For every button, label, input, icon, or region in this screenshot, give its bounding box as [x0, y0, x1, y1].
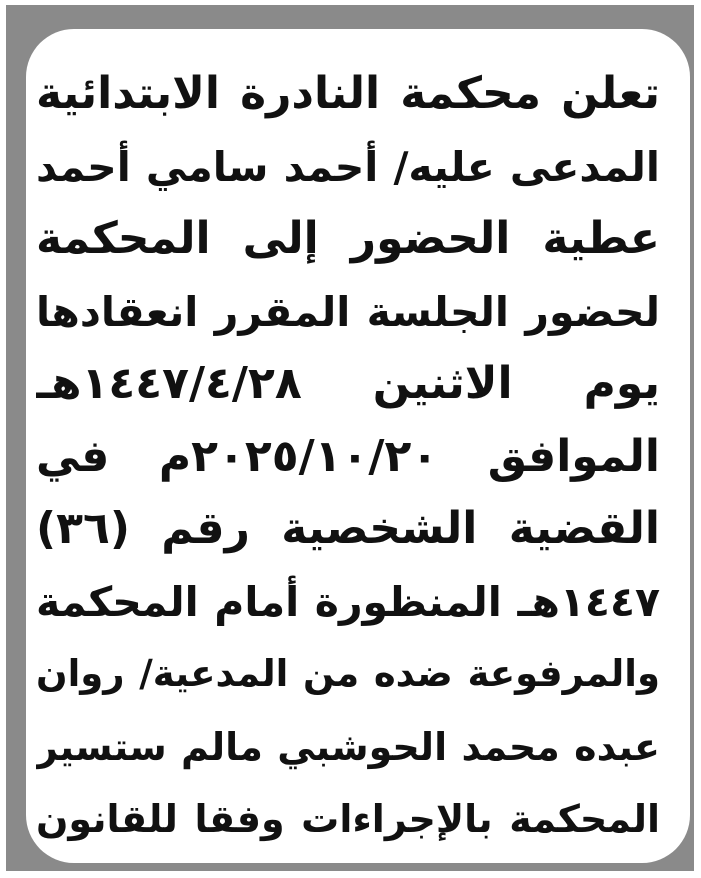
notice-line-11: المحكمة بالإجراءات وفقا للقانون: [36, 797, 660, 841]
notice-line-4: لحضور الجلسة المقرر انعقادها: [36, 287, 660, 336]
notice-line-8: ١٤٤٧هـ المنظورة أمام المحكمة: [36, 577, 660, 626]
notice-text: [36, 58, 660, 856]
notice-line-3: عطية الحضور إلى المحكمة: [36, 213, 660, 264]
notice-line-1: تعلن محكمة النادرة الابتدائية: [36, 68, 660, 119]
notice-line-5: يوم الاثنين ١٤٤٧/٤/٢٨هـ: [36, 358, 660, 409]
notice-line-10: عبده محمد الحوشبي مالم ستسير: [36, 724, 660, 769]
notice-line-6: الموافق ٢٠٢٥/١٠/٢٠م في: [36, 430, 660, 482]
notice-line-7: القضية الشخصية رقم (٣٦): [36, 503, 660, 554]
notice-line-2: المدعى عليه/ أحمد سامي أحمد: [36, 142, 660, 191]
notice-line-9: والمرفوعة ضده من المدعية/ روان: [36, 652, 660, 695]
